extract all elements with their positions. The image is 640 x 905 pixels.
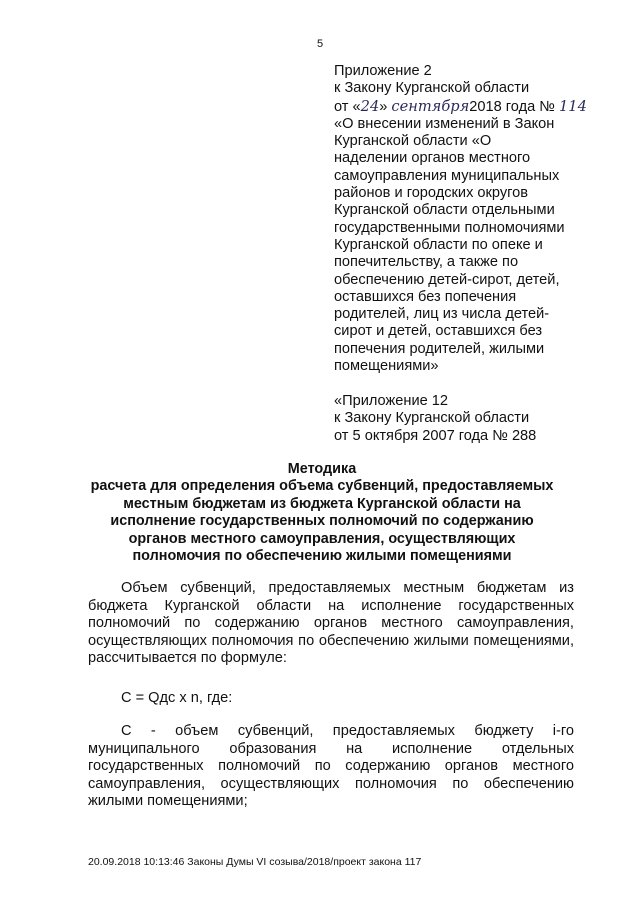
law-title-line: государственными полномочиями: [334, 219, 565, 236]
law-title-line: помещениями»: [334, 358, 439, 375]
handwritten-day: 24: [360, 97, 380, 115]
law-title-line: попечительству, а также по: [334, 254, 519, 271]
law-title-line: обеспечению детей-сирот, детей,: [334, 271, 560, 288]
appendix-line-2: к Закону Курганской области: [334, 80, 530, 97]
page-number: 5: [316, 38, 324, 50]
body-paragraph-2: С - объем субвенций, предоставляемых бюджету i-го муниципального образования на исполнение отдельных государственных полномочий по содержанию органов местного самоуправления, осуществляющих полномочия по обеспечению жилыми помещениями;: [88, 723, 574, 809]
title-line: расчета для определения объема субвенций, предоставляемых: [90, 478, 554, 495]
date-suffix: 2018 года №: [469, 98, 555, 115]
law-title-line: самоуправления муниципальных: [334, 167, 560, 184]
title-heading: Методика: [287, 461, 357, 477]
title-line: органов местного самоуправления, осуществляющих: [128, 530, 516, 547]
appendix-12-line-2: к Закону Курганской области: [334, 410, 530, 427]
appendix-12-line-3: от 5 октября 2007 года № 288: [334, 427, 537, 444]
formula: C = Qдс x n, где:: [121, 690, 233, 706]
law-title-line: Курганской области отдельными: [334, 202, 555, 219]
law-title-line: районов и городских округов: [334, 185, 529, 202]
law-title-line: Курганской области по опеке и: [334, 236, 543, 253]
title-line: исполнение государственных полномочий по содержанию: [110, 513, 534, 530]
appendix-12-header: [334, 393, 580, 445]
date-prefix: от «: [334, 98, 361, 115]
title-line: местным бюджетам из бюджета Курганской области на: [123, 495, 521, 512]
footer-path: 20.09.2018 10:13:46 Законы Думы VI созыва/2018/проект закона 117: [88, 856, 422, 868]
appendix-date-line: [334, 97, 587, 116]
law-title-line: родителей, лиц из числа детей-: [334, 306, 550, 323]
appendix-header: [334, 63, 587, 375]
appendix-line-1: Приложение 2: [334, 63, 432, 79]
law-title-line: «О внесении изменений в Закон: [334, 115, 555, 132]
law-title-line: попечения родителей, жилыми: [334, 340, 545, 357]
handwritten-number: 114: [559, 97, 587, 115]
law-title-line: сирот и детей, оставшихся без: [334, 323, 543, 340]
body-paragraph-1: Объем субвенций, предоставляемых местным бюджетам из бюджета Курганской области на исполнение государственных полномочий по содержанию органов местного самоуправления, осуществляющих полномочия по обеспечению жилыми помещениями, рассчитывается по формуле:: [88, 580, 574, 666]
law-title-line: оставшихся без попечения: [334, 288, 517, 305]
appendix-12-line-1: «Приложение 12: [334, 393, 448, 409]
law-title-line: Курганской области «О: [334, 133, 492, 150]
law-title-line: наделении органов местного: [334, 150, 531, 167]
title-line: полномочия по обеспечению жилыми помещениями: [132, 548, 512, 565]
date-mid: »: [379, 98, 388, 115]
document-title: [82, 461, 562, 565]
handwritten-month: сентября: [391, 97, 470, 115]
